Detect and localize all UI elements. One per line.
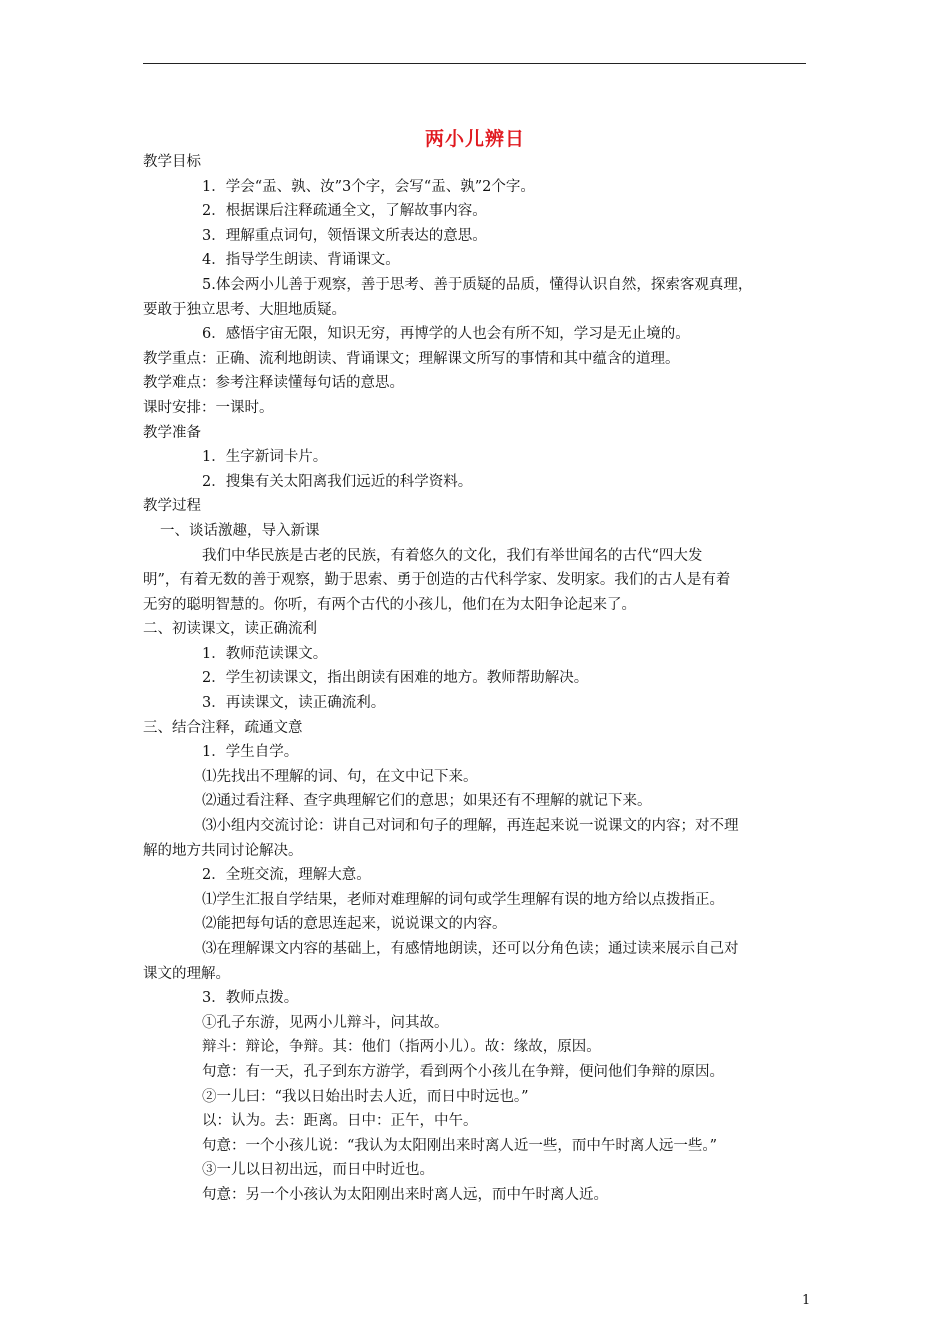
document-title: 两小儿辨日 bbox=[424, 128, 525, 150]
text-line: 教学过程 bbox=[143, 498, 201, 515]
text-line: 以：认为。去：距离。日中：正午，中午。 bbox=[202, 1113, 478, 1130]
text-line: ⑵能把每句话的意思连起来，说说课文的内容。 bbox=[202, 916, 507, 933]
text-line: 1．学生自学。 bbox=[202, 744, 299, 761]
text-line: 句意：有一天，孔子到东方游学，看到两个小孩儿在争辩，便问他们争辩的原因。 bbox=[202, 1063, 724, 1080]
page-number: 1 bbox=[802, 1293, 811, 1308]
text-line: 教学准备 bbox=[143, 424, 201, 441]
text-line: ③一儿以日初出远，而日中时近也。 bbox=[202, 1162, 434, 1179]
text-line: ⑵通过看注释、查字典理解它们的意思；如果还有不理解的就记下来。 bbox=[202, 793, 652, 810]
text-line: ⑶小组内交流讨论：讲自己对词和句子的理解，再连起来说一说课文的内容；对不理 bbox=[202, 818, 739, 835]
text-line: 1．教师范读课文。 bbox=[202, 645, 328, 662]
text-line: 2．根据课后注释疏通全文，了解故事内容。 bbox=[202, 203, 487, 220]
text-line: 3．理解重点词句，领悟课文所表达的意思。 bbox=[202, 227, 487, 244]
text-line: 课文的理解。 bbox=[143, 965, 230, 982]
text-line: 辩斗：辩论，争辩。其：他们（指两小儿）。故：缘故，原因。 bbox=[202, 1039, 601, 1056]
text-line: 1．生字新词卡片。 bbox=[202, 449, 328, 466]
text-line: 无穷的聪明智慧的。你听，有两个古代的小孩儿，他们在为太阳争论起来了。 bbox=[143, 596, 636, 613]
text-line: 三、结合注释，疏通文意 bbox=[143, 719, 303, 736]
text-line: ②一儿曰：“我以日始出时去人近，而日中时远也。” bbox=[202, 1088, 529, 1105]
text-line: 要敢于独立思考、大胆地质疑。 bbox=[143, 301, 346, 318]
text-line: 教学难点：参考注释读懂每句话的意思。 bbox=[143, 375, 404, 392]
text-line: 二、初读课文，读正确流利 bbox=[143, 621, 317, 638]
text-line: 4．指导学生朗读、背诵课文。 bbox=[202, 252, 400, 269]
text-line: ①孔子东游，见两小儿辩斗，问其故。 bbox=[202, 1014, 449, 1031]
header-rule bbox=[143, 63, 806, 64]
text-line: ⑴学生汇报自学结果，老师对难理解的词句或学生理解有误的地方给以点拨指正。 bbox=[202, 891, 724, 908]
text-line: 2．搜集有关太阳离我们远近的科学资料。 bbox=[202, 473, 473, 490]
text-line: ⑴先找出不理解的词、句，在文中记下来。 bbox=[202, 768, 478, 785]
document-body bbox=[143, 150, 808, 1208]
text-line: 句意：一个小孩儿说：“我认为太阳刚出来时离人近一些，而中午时离人远一些。” bbox=[202, 1137, 718, 1154]
text-line: 3．再读课文，读正确流利。 bbox=[202, 695, 386, 712]
text-line: 句意：另一个小孩认为太阳刚出来时离人远，而中午时离人近。 bbox=[202, 1186, 608, 1203]
text-line: 课时安排：一课时。 bbox=[143, 399, 274, 416]
text-line: ⑶在理解课文内容的基础上，有感情地朗读，还可以分角色读；通过读来展示自己对 bbox=[202, 941, 739, 957]
text-line: 2．全班交流，理解大意。 bbox=[202, 867, 371, 884]
text-line: 教学重点：正确、流利地朗读、背诵课文；理解课文所写的事情和其中蕴含的道理。 bbox=[143, 350, 680, 367]
text-line: 6．感悟宇宙无限，知识无穷，再博学的人也会有所不知，学习是无止境的。 bbox=[202, 326, 690, 343]
text-line: 2．学生初读课文，指出朗读有困难的地方。教师帮助解决。 bbox=[202, 670, 589, 687]
text-line: 教学目标 bbox=[143, 154, 201, 170]
text-line: 明”，有着无数的善于观察，勤于思索、勇于创造的古代科学家、发明家。我们的古人是有着 bbox=[143, 572, 731, 589]
text-line: 5.体会两小儿善于观察，善于思考、善于质疑的品质，懂得认识自然，探索客观真理， bbox=[202, 276, 753, 293]
text-line: 3．教师点拨。 bbox=[202, 990, 299, 1007]
text-line: 一、谈话激趣，导入新课 bbox=[160, 522, 320, 539]
text-line: 我们中华民族是古老的民族，有着悠久的文化，我们有举世闻名的古代“四大发 bbox=[202, 547, 703, 564]
text-line: 解的地方共同讨论解决。 bbox=[143, 842, 303, 859]
text-line: 1．学会“盂、孰、汝”3个字，会写“盂、孰”2个字。 bbox=[202, 178, 535, 195]
